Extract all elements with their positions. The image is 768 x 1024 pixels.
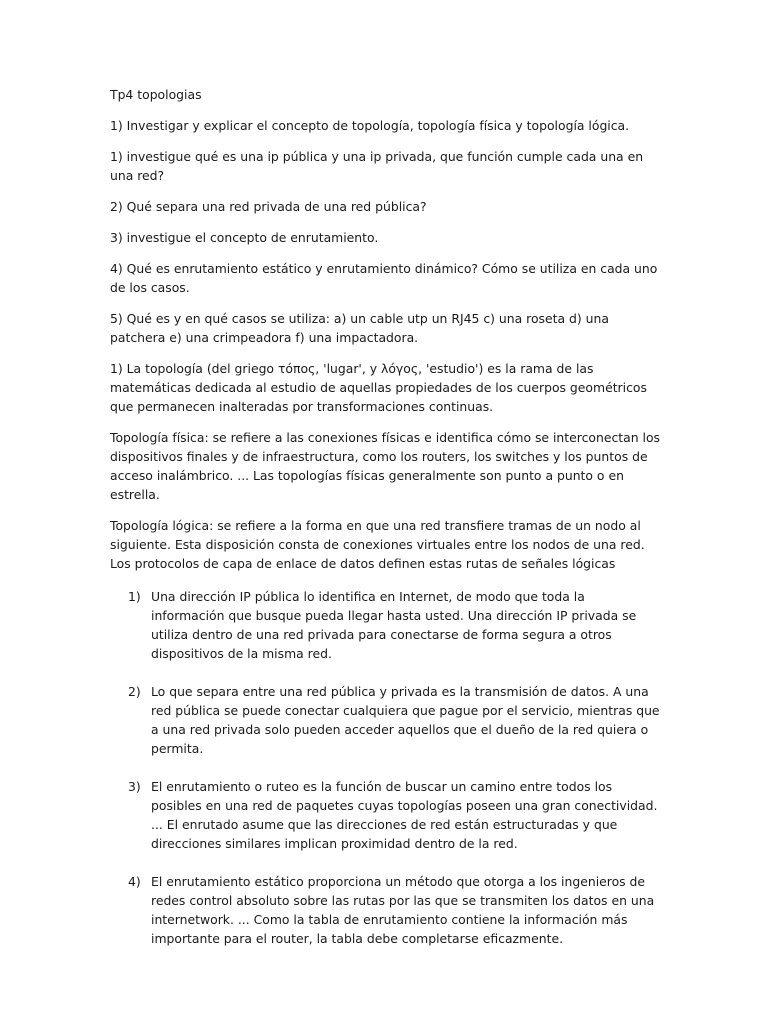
question-4: 3) investigue el concepto de enrutamiento.	[110, 230, 379, 245]
list-item	[110, 777, 662, 853]
answer-physical-topology: Topología física: se refiere a las conexiones físicas e identifica cómo se interconectan los dispositivos finales y de infraestructura, como los routers, los switches y los puntos de acceso inalámbrico. ... Las topologías físicas generalmente son punto a punto o en estrella.	[110, 430, 660, 502]
list-item	[110, 872, 662, 948]
list-item	[110, 587, 662, 663]
list-item-text: Una dirección IP pública lo identifica en Internet, de modo que toda la información que busque pueda llegar hasta usted. Una dirección IP privada se utiliza dentro de una red privada para conectarse de forma segura a otros dispositivos de la misma red.	[151, 589, 637, 661]
list-item-text: El enrutamiento o ruteo es la función de buscar un camino entre todos los posibles en una red de paquetes cuyas topologías poseen una gran conectividad. ... El enrutado asume que las direcciones de red están estructuradas y que direcciones similares implican proximidad dentro de la red.	[151, 779, 658, 851]
question-5: 4) Qué es enrutamiento estático y enrutamiento dinámico? Cómo se utiliza en cada uno de los casos.	[110, 261, 658, 295]
list-item	[110, 682, 662, 758]
numbered-answer-list	[110, 587, 662, 948]
document-title: Tp4 topologias	[110, 87, 202, 102]
list-item-number: 3)	[128, 779, 141, 794]
document-page	[110, 85, 662, 967]
list-item-number: 2)	[128, 684, 141, 699]
answer-logical-topology: Topología lógica: se refiere a la forma en que una red transfiere tramas de un nodo al siguiente. Esta disposición consta de conexiones virtuales entre los nodos de una red. Los protocolos de capa de enlace de datos definen estas rutas de señales lógicas	[110, 518, 645, 571]
list-item-number: 4)	[128, 874, 141, 889]
question-3: 2) Qué separa una red privada de una red pública?	[110, 199, 427, 214]
answer-topology: 1) La topología (del griego τόπος, 'lugar', y λόγος, 'estudio') es la rama de las matemáticas dedicada al estudio de aquellas propiedades de los cuerpos geométricos que permanecen inalteradas por transformaciones continuas.	[110, 361, 647, 414]
list-item-number: 1)	[128, 589, 141, 604]
list-item-text: Lo que separa entre una red pública y privada es la transmisión de datos. A una red pública se puede conectar cualquiera que pague por el servicio, mientras que a una red privada solo pueden acceder aquellos que el dueño de la red quiera o permita.	[151, 684, 660, 756]
question-1: 1) Investigar y explicar el concepto de topología, topología física y topología lógica.	[110, 118, 630, 133]
question-2: 1) investigue qué es una ip pública y una ip privada, que función cumple cada una en una red?	[110, 149, 644, 183]
list-item-text: El enrutamiento estático proporciona un método que otorga a los ingenieros de redes control absoluto sobre las rutas por las que se transmiten los datos en una internetwork. ... Como la tabla de enrutamiento contiene la información más importante para el router, la tabla debe completarse eficazmente.	[151, 874, 655, 946]
question-6: 5) Qué es y en qué casos se utiliza: a) un cable utp un RJ45 c) una roseta d) una patchera e) una crimpeadora f) una impactadora.	[110, 311, 609, 345]
